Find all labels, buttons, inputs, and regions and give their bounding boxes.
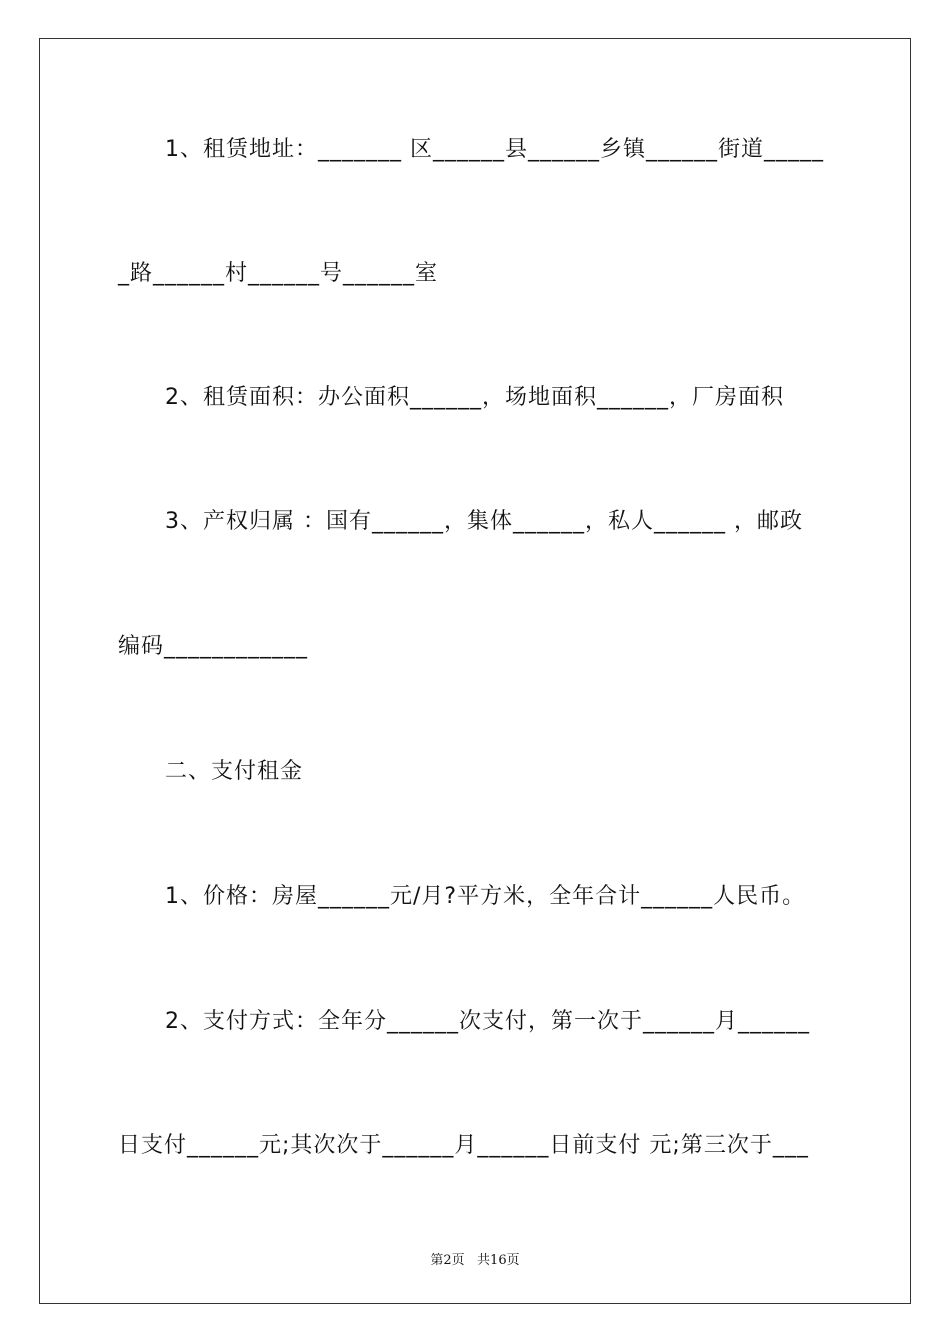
clause-3-postal-code: 编码____________ bbox=[118, 634, 309, 659]
section-heading-pay-rent: 二、支付租金 bbox=[165, 759, 304, 784]
clause-payment-method: 2、支付方式：全年分______次支付，第一次于______月______ bbox=[165, 1009, 810, 1034]
clause-1-address-continued: _路______村______号______室 bbox=[118, 261, 439, 286]
clause-2-rental-area: 2、租赁面积：办公面积______，场地面积______，厂房面积 bbox=[165, 385, 784, 410]
page-number-footer: 第2页 共16页 bbox=[430, 1253, 520, 1268]
clause-1-rental-address: 1、租赁地址：_______ 区______县______乡镇______街道_____ bbox=[165, 137, 824, 162]
clause-price: 1、价格：房屋______元/月?平方米，全年合计______人民币。 bbox=[165, 884, 806, 909]
page-border bbox=[39, 38, 911, 1304]
clause-3-property-ownership: 3、产权归属 ：国有______，集体______，私人______ ，邮政 bbox=[165, 509, 803, 534]
clause-payment-method-continued: 日支付______元;其次次于______月______日前支付 元;第三次于___ bbox=[118, 1133, 809, 1158]
